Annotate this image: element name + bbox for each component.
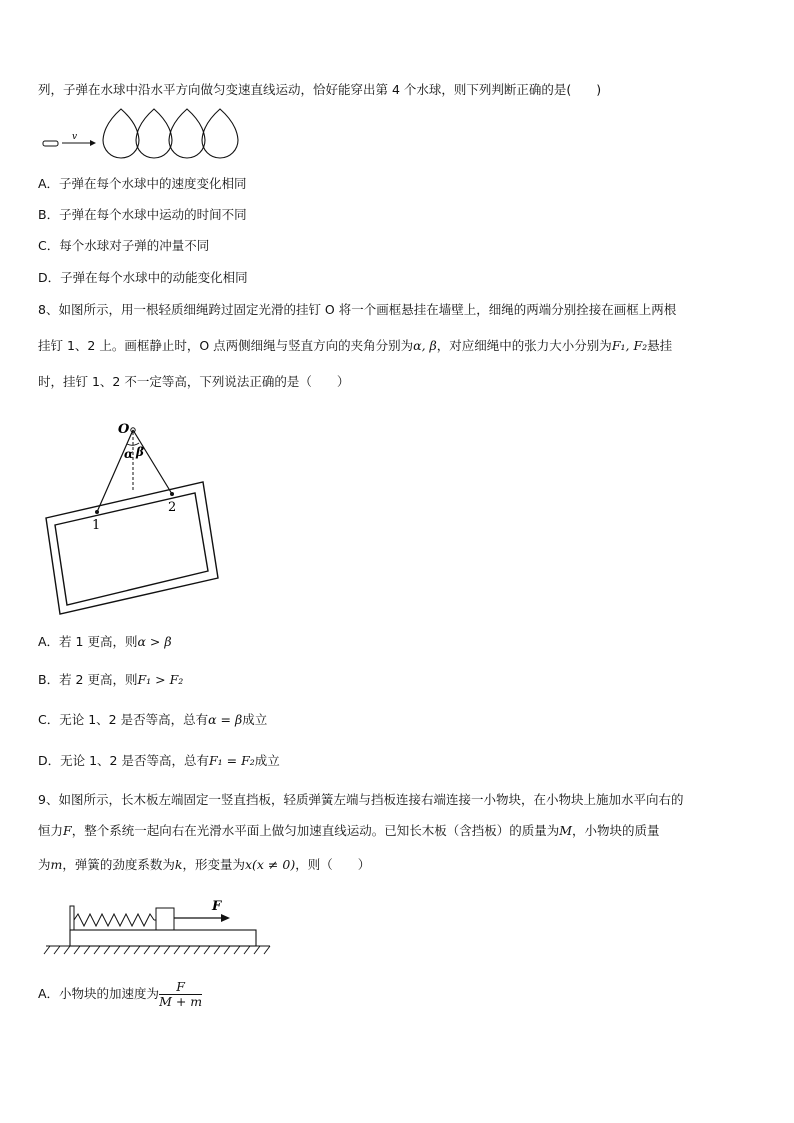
- q8-label-alpha: α: [124, 447, 134, 461]
- rope-right: [133, 430, 172, 494]
- q8-label-2: 2: [168, 500, 177, 515]
- q8-option-b: B．若 2 更高，则F₁ > F₂: [38, 672, 184, 687]
- water-ball-4: [202, 109, 238, 158]
- hook-1-icon: [95, 510, 99, 514]
- q8-line3: 时，挂钉 1、2 不一定等高，下列说法正确的是（ ）: [38, 374, 350, 389]
- q9-line1: 9、如图所示，长木板左端固定一竖直挡板，轻质弹簧左端与挡板连接右端连接一小物块，在小物块上施加水平向右的: [38, 792, 684, 807]
- frame-outer: [46, 482, 218, 614]
- small-block: [156, 908, 174, 930]
- q8-label-O: O: [118, 422, 130, 437]
- q7-label-v: v: [72, 132, 78, 142]
- q7-option-b: B．子弹在每个水球中运动的时间不同: [38, 207, 247, 222]
- frame-inner: [55, 493, 208, 605]
- q9-figure-spring-block: [38, 892, 278, 962]
- q8-label-1: 1: [92, 518, 101, 533]
- long-board: [70, 930, 256, 946]
- q8-option-c: C．无论 1、2 是否等高，总有α = β成立: [38, 712, 268, 727]
- q8-label-beta: β: [136, 445, 144, 459]
- q9-line3: 为m，弹簧的劲度系数为k，形变量为x(x ≠ 0)，则（ ）: [38, 857, 371, 872]
- q8-option-a: A．若 1 更高，则α > β: [38, 634, 172, 649]
- velocity-arrow-icon: [90, 140, 96, 146]
- q7-option-c: C．每个水球对子弹的冲量不同: [38, 238, 210, 253]
- q9-line2: 恒力F，整个系统一起向右在光滑水平面上做匀加速直线运动。已知长木板（含挡板）的质量为M，小物块的质量: [38, 823, 660, 838]
- q8-line2: 挂钉 1、2 上。画框静止时，O 点两侧细绳与竖直方向的夹角分别为α, β，对应细绳中的张力大小分别为F₁, F₂悬挂: [38, 338, 673, 353]
- water-ball-2: [136, 109, 172, 158]
- q8-forces: F₁, F₂: [611, 338, 648, 353]
- acceleration-fraction: $\frac{F}{M + m}$: [159, 979, 203, 1009]
- water-ball-3: [169, 109, 205, 158]
- q7-figure-bullet-water-balls: [38, 104, 248, 166]
- q8-option-d: D．无论 1、2 是否等高，总有F₁ = F₂成立: [38, 753, 280, 768]
- q8-line1: 8、如图所示，用一根轻质细绳跨过固定光滑的挂钉 O 将一个画框悬挂在墙壁上，细绳的两端分别拴接在画框上两根: [38, 302, 677, 317]
- baffle: [70, 906, 74, 930]
- q8-angles: α, β: [413, 338, 437, 353]
- ground-hatch: [44, 946, 270, 954]
- q9-option-a: A．小物块的加速度为 $\frac{F}{M + m}$: [38, 979, 203, 1009]
- force-arrow-icon: [221, 914, 230, 922]
- water-balls: [103, 109, 238, 158]
- q7-stem: 列，子弹在水球中沿水平方向做匀变速直线运动，恰好能穿出第 4 个水球，则下列判断正确的是( ): [38, 82, 602, 97]
- q8-figure-picture-frame: [38, 418, 228, 618]
- hook-2-icon: [170, 492, 174, 496]
- q7-option-d: D．子弹在每个水球中的动能变化相同: [38, 270, 248, 285]
- q7-option-a: A．子弹在每个水球中的速度变化相同: [38, 176, 247, 191]
- bullet-icon: [43, 141, 58, 146]
- spring-icon: [74, 914, 154, 926]
- water-ball-1: [103, 109, 139, 158]
- q9-label-F: F: [212, 899, 222, 914]
